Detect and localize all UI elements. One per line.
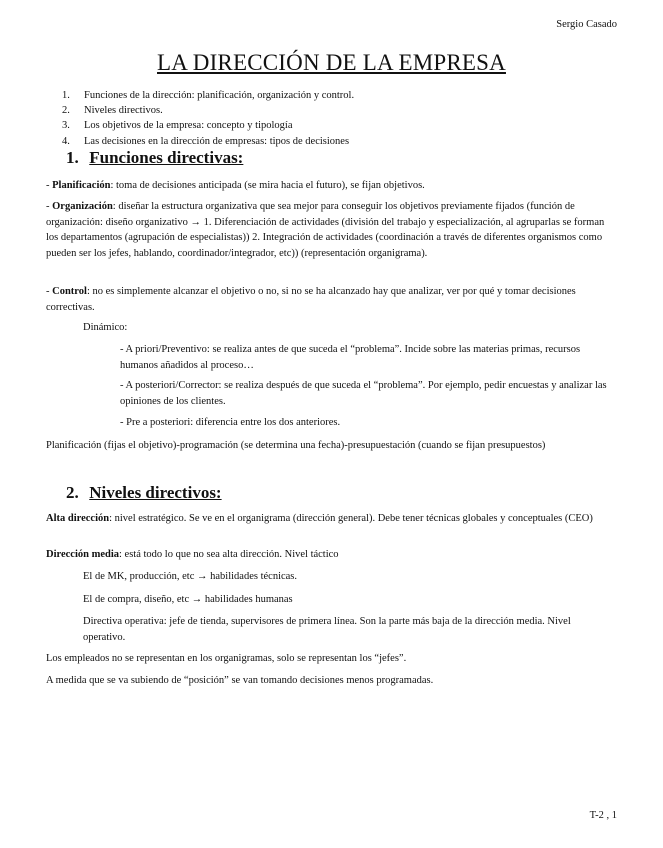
page-number: T-2 , 1 <box>589 810 617 821</box>
table-of-contents <box>62 88 354 149</box>
direccion-media-term: Dirección media <box>46 549 119 560</box>
alta-direccion-paragraph <box>46 511 612 527</box>
control-term: Control <box>52 286 87 297</box>
section-2-heading <box>66 483 222 503</box>
toc-item <box>62 134 354 149</box>
header-author: Sergio Casado <box>556 19 617 30</box>
organizacion-text: : diseñar la estructura organizativa que sea mejor para conseguir los objetivos previamente fijados (función de organización: diseño organizativo → 1. Diferenciación de actividades (división del trabajo y especialización, al agruparlas se forman los departamentos (agrupación de especialistas)) 2. Integración de actividades (coordinación a través de diferentes organismos como pueden ser los jefes, hablando, coordinador/integrador, etc)) (representación organigrama). <box>46 201 605 259</box>
medida-paragraph: A medida que se va subiendo de “posición” se van tomando decisiones menos programadas. <box>46 675 434 686</box>
document-title: LA DIRECCIÓN DE LA EMPRESA <box>157 50 506 75</box>
section-1-title: Funciones directivas: <box>89 148 244 167</box>
dinamico-label: Dinámico: <box>83 322 128 333</box>
control-paragraph: - Control: no es simplemente alcanzar el objetivo o no, si no se ha alcanzado hay que analizar, ver por qué y tomar decisiones correctivas. <box>46 286 576 313</box>
pre-a-posteriori-paragraph: - Pre a posteriori: diferencia entre los dos anteriores. <box>120 417 341 428</box>
planning-summary: Planificación (fijas el objetivo)-programación (se determina una fecha)-presupuestación (cuando se fijan presupuestos) <box>46 440 546 451</box>
mk-paragraph: El de MK, producción, etc → habilidades técnicas. <box>83 571 298 582</box>
compra-paragraph: El de compra, diseño, etc → habilidades humanas <box>83 594 293 605</box>
toc-item <box>62 103 354 118</box>
organizacion-paragraph: - Organización: diseñar la estructura organizativa que sea mejor para conseguir los objetivos previamente fijados (función de organización: diseño organizativo → 1. Diferenciación de actividades (división del trabajo y especialización, al agruparlas se forman los departamentos (agrupación de especialistas)) 2. Integración de actividades (coordinación a través de diferentes organismos como pueden ser los jefes, hablando, coordinador/integrador, etc)) (representación organigrama). <box>46 201 605 259</box>
planificacion-term: Planificación <box>52 180 111 191</box>
alta-direccion-text: : nivel estratégico. Se ve en el organigrama (dirección general). Debe tener técnicas globales y conceptuales (CEO) <box>109 513 593 524</box>
organizacion-term: Organización <box>52 201 113 212</box>
toc-text: Niveles directivos. <box>84 105 163 117</box>
toc-item <box>62 88 354 103</box>
toc-item <box>62 118 354 133</box>
toc-text: Los objetivos de la empresa: concepto y tipología <box>84 120 293 132</box>
section-1-heading <box>66 148 243 168</box>
alta-direccion-term: Alta dirección <box>46 513 110 524</box>
a-posteriori-paragraph: - A posteriori/Corrector: se realiza después de que suceda el “problema”. Por ejemplo, pedir encuestas y analizar las opiniones de los clientes. <box>120 380 607 407</box>
toc-number: 1. <box>62 90 70 101</box>
toc-number: 2. <box>62 105 70 117</box>
toc-number: 4. <box>62 135 70 147</box>
planificacion-paragraph: - Planificación: toma de decisiones anticipada (se mira hacia el futuro), se fijan objetivos. <box>46 180 425 191</box>
a-priori-paragraph: - A priori/Preventivo: se realiza antes de que suceda el “problema”. Incide sobre las materias primas, recursos humanos añadidos al proceso… <box>120 344 581 371</box>
empleados-paragraph: Los empleados no se representan en los organigramas, solo se representan los “jefes”. <box>46 653 407 664</box>
operativa-paragraph: Directiva operativa: jefe de tienda, supervisores de primera línea. Son la parte más baja de la dirección media. Nivel operativo. <box>83 616 571 643</box>
control-text: : no es simplemente alcanzar el objetivo o no, si no se ha alcanzado hay que analizar, ver por qué y tomar decisiones correctivas. <box>46 286 576 313</box>
toc-number: 3. <box>62 120 70 132</box>
toc-text: Funciones de la dirección: planificación, organización y control. <box>84 90 355 101</box>
toc-text: Las decisiones en la dirección de empresas: tipos de decisiones <box>84 135 350 147</box>
direccion-media-paragraph <box>46 547 612 563</box>
section-2-number: 2. <box>66 483 79 502</box>
section-2-title: Niveles directivos: <box>89 483 222 502</box>
section-1-number: 1. <box>66 148 79 167</box>
direccion-media-text: : está todo lo que no sea alta dirección. Nivel táctico <box>119 549 339 560</box>
planificacion-text: : toma de decisiones anticipada (se mira hacia el futuro), se fijan objetivos. <box>110 180 425 191</box>
